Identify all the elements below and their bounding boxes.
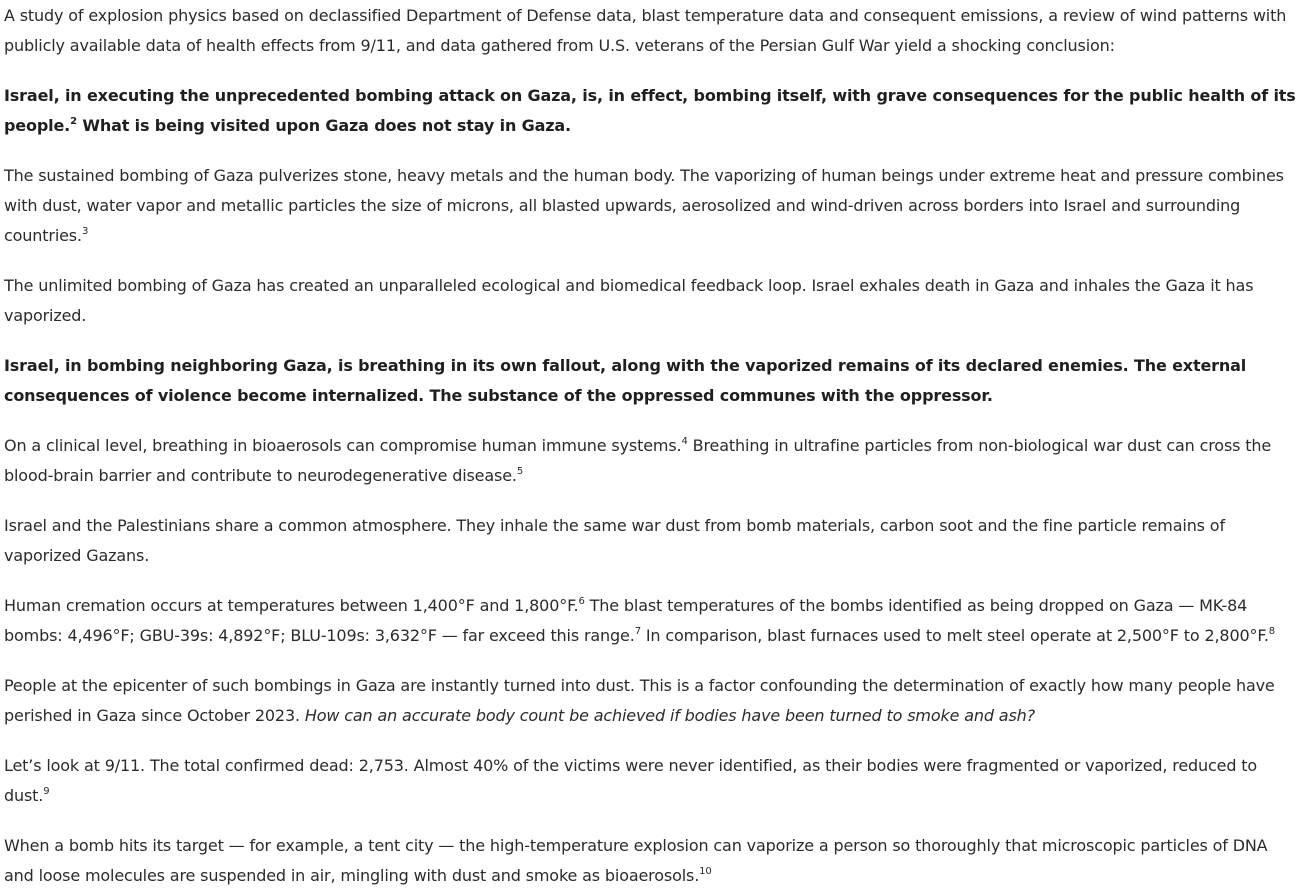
footnote-ref-9[interactable]: 9: [43, 785, 50, 797]
paragraph-911-text: Let’s look at 9/11. The total confirmed dead: 2,753. Almost 40% of the victims were never identified, as their bodies were fragmented or vaporized, reduced to dust.: [4, 756, 1258, 805]
paragraph-intro-text: A study of explosion physics based on declassified Department of Defense data, blast temperature data and consequent emissions, a review of wind patterns with publicly available data of health effects from 9/11, and data gathered from U.S. veterans of the Persian Gulf War yield a shocking conclusion:: [4, 6, 1287, 55]
paragraph-key-claim-text-2: What is being visited upon Gaza does not stay in Gaza.: [76, 116, 571, 135]
paragraph-bioaerosols: [4, 831, 1301, 891]
footnote-ref-3[interactable]: 3: [81, 225, 89, 237]
paragraph-feedback-loop-text: The unlimited bombing of Gaza has created an unparalleled ecological and biomedical feedback loop. Israel exhales death in Gaza and inhales the Gaza it has vaporized.: [4, 276, 1254, 325]
paragraph-pulverize: [4, 161, 1301, 251]
paragraph-bioaerosols-text: When a bomb hits its target — for example, a tent city — the high-temperature explosion can vaporize a person so thoroughly that microscopic particles of DNA and loose molecules are suspended in air, mingling with dust and smoke as bioaerosols.: [4, 836, 1268, 885]
paragraph-key-claim: [4, 81, 1301, 141]
footnote-ref-6[interactable]: 6: [578, 595, 585, 607]
paragraph-pulverize-text: The sustained bombing of Gaza pulverizes stone, heavy metals and the human body. The vaporizing of human beings under extreme heat and pressure combines with dust, water vapor and metallic particles the size of microns, all blasted upwards, aerosolized and wind-driven across borders into Israel and surrounding countries.: [4, 166, 1284, 245]
footnote-ref-10[interactable]: 10: [699, 865, 712, 877]
footnote-ref-5[interactable]: 5: [516, 465, 524, 477]
paragraph-epicenter-text: People at the epicenter of such bombings in Gaza are instantly turned into dust. This is a factor confounding the determination of exactly how many people have perished in Gaza since October 2023.: [4, 676, 1275, 725]
paragraph-clinical-text: On a clinical level, breathing in bioaerosols can compromise human immune systems.: [4, 436, 682, 455]
paragraph-epicenter: [4, 671, 1301, 731]
footnote-ref-2[interactable]: 2: [70, 115, 77, 127]
paragraph-intro: [4, 1, 1301, 61]
paragraph-clinical-text-2: Breathing in ultrafine particles from non-biological war dust can cross the blood-brain barrier and contribute to neurodegenerative disease.: [4, 436, 1272, 485]
paragraph-key-claim-text: Israel, in executing the unprecedented bombing attack on Gaza, is, in effect, bombing itself, with grave consequences for the public health of its people.: [4, 86, 1296, 135]
paragraph-temperatures-text: Human cremation occurs at temperatures between 1,400°F and 1,800°F.: [4, 596, 579, 615]
paragraph-911: [4, 751, 1301, 811]
paragraph-temperatures: [4, 591, 1301, 651]
paragraph-feedback-loop: [4, 271, 1301, 331]
paragraph-temperatures-text-3: In comparison, blast furnaces used to melt steel operate at 2,500°F to 2,800°F.: [640, 626, 1269, 645]
paragraph-atmosphere-text: Israel and the Palestinians share a common atmosphere. They inhale the same war dust from bomb materials, carbon soot and the fine particle remains of vaporized Gazans.: [4, 516, 1225, 565]
footnote-ref-7[interactable]: 7: [634, 625, 641, 637]
paragraph-atmosphere: [4, 511, 1301, 571]
paragraph-temperatures-text-2: The blast temperatures of the bombs identified as being dropped on Gaza — MK-84 bombs: 4,496°F; GBU-39s: 4,892°F; BLU-109s: 3,632°F — far exceed this range.: [4, 596, 1248, 645]
paragraph-fallout-text: Israel, in bombing neighboring Gaza, is breathing in its own fallout, along with the vaporized remains of its declared enemies. The external consequences of violence become internalized. The substance of the oppressed communes with the oppressor.: [4, 356, 1247, 405]
footnote-ref-4[interactable]: 4: [681, 435, 688, 447]
paragraph-epicenter-question: How can an accurate body count be achieved if bodies have been turned to smoke and ash?: [304, 706, 1035, 725]
footnote-ref-8[interactable]: 8: [1268, 625, 1276, 637]
paragraph-fallout: [4, 351, 1301, 411]
paragraph-clinical: [4, 431, 1301, 491]
